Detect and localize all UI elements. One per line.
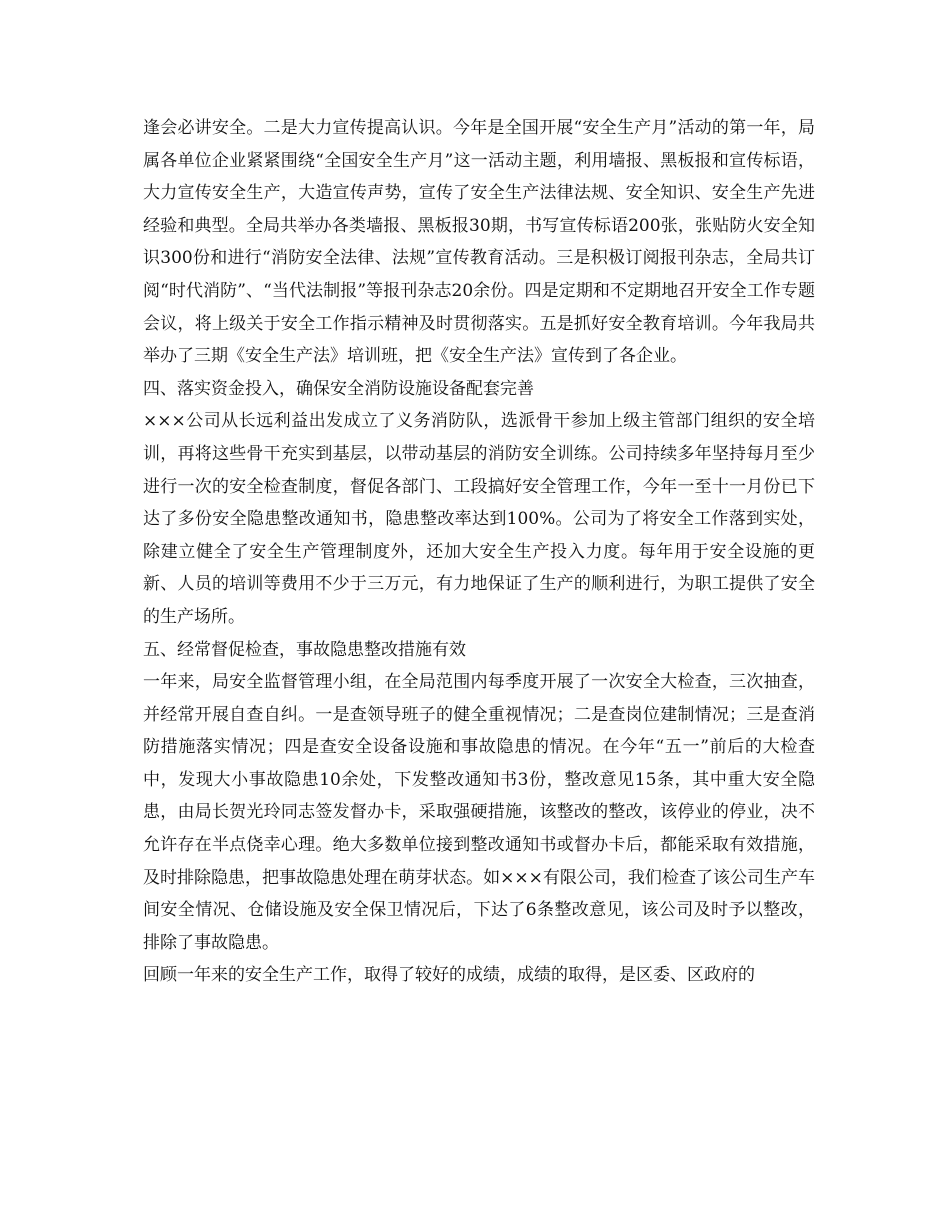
paragraph-inspection: 一年来，局安全监督管理小组，在全局范围内每季度开展了一次安全大检查，三次抽查，并经常开展自查自纠。一是查领导班子的健全重视情况；二是查岗位建制情况；三是查消防措施落实情况；四是查安全设备设施和事故隐患的情况。在今年“五一”前后的大检查中，发现大小事故隐患10余处，下发整改通知书3份，整改意见15条，其中重大安全隐患，由局长贺光玲同志签发督办卡，采取强硬措施，该整改的整改，该停业的停业，决不允许存在半点侥幸心理。绝大多数单位接到整改通知书或督办卡后，都能采取有效措施，及时排除隐患，把事故隐患处理在萌芽状态。如×××有限公司，我们检查了该公司生产车间安全情况、仓储设施及安全保卫情况后，下达了6条整改意见，该公司及时予以整改，排除了事故隐患。: [143, 672, 815, 953]
document-page: [143, 112, 815, 992]
paragraph-review: 回顾一年来的安全生产工作，取得了较好的成绩，成绩的取得，是区委、区政府的: [143, 965, 755, 986]
section-heading-five: 五、经常督促检查，事故隐患整改措施有效: [143, 639, 466, 660]
paragraph-funding: ×××公司从长远利益出发成立了义务消防队，选派骨干参加上级主管部门组织的安全培训，再将这些骨干充实到基层，以带动基层的消防安全训练。公司持续多年坚持每月至少进行一次的安全检查制度，督促各部门、工段搞好安全管理工作，今年一至十一月份已下达了多份安全隐患整改通知书，隐患整改率达到100%。公司为了将安全工作落到实处，除建立健全了安全生产管理制度外，还加大安全生产投入力度。每年用于安全设施的更新、人员的培训等费用不少于三万元，有力地保证了生产的顺利进行，为职工提供了安全的生产场所。: [143, 411, 815, 627]
paragraph-publicity: 逢会必讲安全。二是大力宣传提高认识。今年是全国开展“安全生产月”活动的第一年，局属各单位企业紧紧围绕“全国安全生产月”这一活动主题，利用墙报、黑板报和宣传标语，大力宣传安全生产，大造宣传声势，宣传了安全生产法律法规、安全知识、安全生产先进经验和典型。全局共举办各类墙报、黑板报30期，书写宣传标语200张，张贴防火安全知识300份和进行“消防安全法律、法规”宣传教育活动。三是积极订阅报刊杂志，全局共订阅“时代消防”、“当代法制报”等报刊杂志20余份。四是定期和不定期地召开安全工作专题会议，将上级关于安全工作指示精神及时贯彻落实。五是抓好安全教育培训。今年我局共举办了三期《安全生产法》培训班，把《安全生产法》宣传到了各企业。: [143, 118, 815, 367]
section-heading-four: 四、落实资金投入，确保安全消防设施设备配套完善: [143, 378, 534, 399]
